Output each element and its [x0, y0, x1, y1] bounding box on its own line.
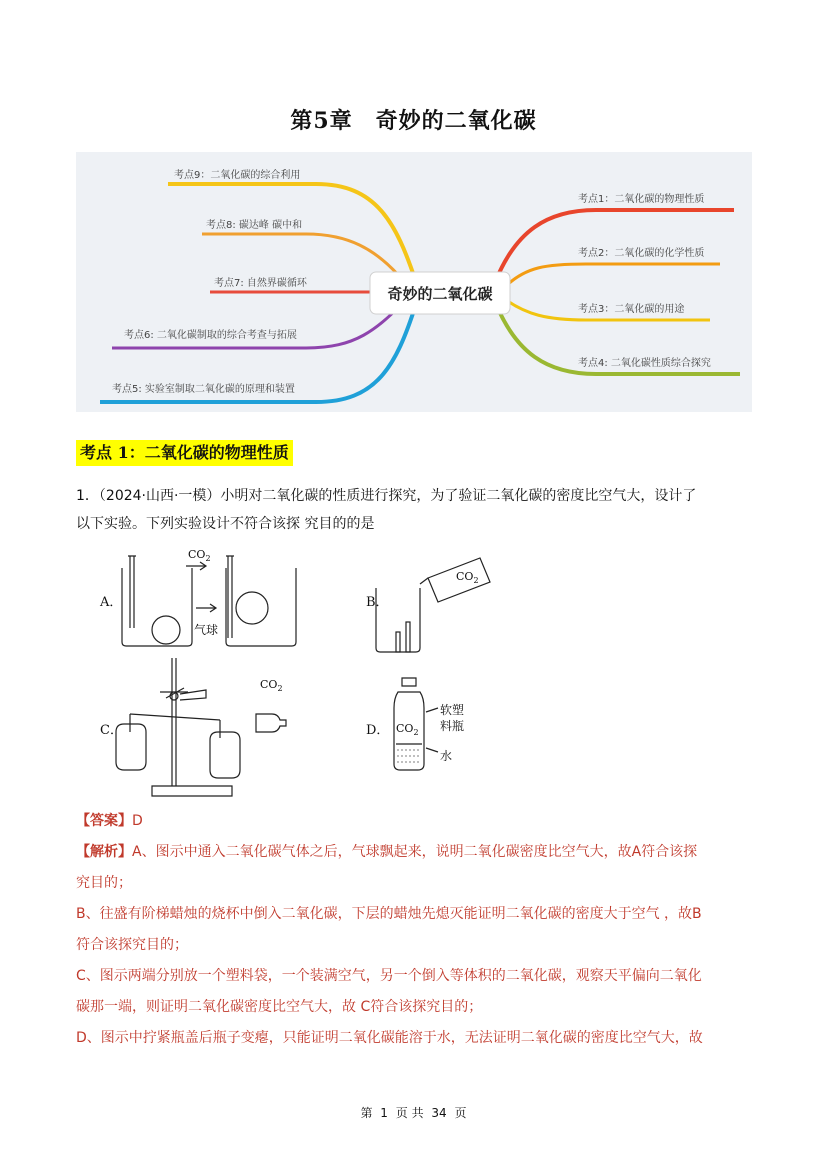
- question-line-1: 1．（2024·山西·一模）小明对二氧化碳的性质进行探究，为了验证二氧化碳的密度比空气大，设计了: [76, 488, 697, 504]
- analysis-text-1: A、图示中通入二氧化碳气体之后，气球飘起来，说明二氧化碳密度比空气大，故A符合该探: [132, 844, 698, 860]
- co2-sub-c: 2: [277, 684, 283, 693]
- mindmap-topic-9: 考点9：二氧化碳的综合利用: [174, 170, 301, 181]
- analysis-tag: 【解析】: [76, 844, 132, 860]
- experiment-figure: [76, 548, 556, 808]
- mindmap-topic-4: 考点4: 二氧化碳性质综合探究: [578, 358, 711, 369]
- page-footer: [0, 1104, 827, 1121]
- water-label: 水: [440, 749, 453, 763]
- analysis-line-6: 碳那一端，则证明二氧化碳密度比空气大，故 C符合该探究目的；: [76, 999, 483, 1015]
- balloon-label: 气球: [194, 623, 219, 637]
- figure-label-c: C．: [100, 723, 123, 738]
- answer-tag: 【答案】: [76, 813, 132, 829]
- co2-label-d: CO: [396, 722, 414, 735]
- answer-block: [76, 806, 756, 1054]
- analysis-line-2: 究目的；: [76, 875, 132, 891]
- co2-label-b: CO: [456, 570, 474, 583]
- co2-sub-a: 2: [205, 554, 211, 563]
- soft-bottle-label-1: 软塑: [440, 703, 465, 717]
- analysis-line-3: B、往盛有阶梯蜡烛的烧杯中倒入二氧化碳，下层的蜡烛先熄灭能证明二氧化碳的密度大于空气 ，故B: [76, 906, 702, 922]
- svg-text:CO2: [396, 722, 419, 737]
- figure-label-b: B．: [366, 595, 389, 610]
- svg-text:CO2: [456, 570, 479, 585]
- answer-value: D: [132, 813, 143, 829]
- question-text: [76, 482, 756, 538]
- mindmap: [76, 152, 752, 412]
- analysis-line-5: C、图示两端分别放一个塑料袋，一个装满空气，另一个倒入等体积的二氧化碳，观察天平偏向二氧化: [76, 968, 702, 984]
- figure-label-a: A．: [100, 595, 123, 610]
- footer-suffix: 页: [454, 1106, 467, 1120]
- section-header: 考点 1：二氧化碳的物理性质: [76, 440, 293, 466]
- figure-label-d: D．: [366, 723, 390, 738]
- analysis-line-1: [76, 837, 756, 868]
- question-line-2: 以下实验。下列实验设计不符合该探 究目的的是: [76, 516, 375, 532]
- footer-total: 34: [431, 1106, 447, 1120]
- page-title: 第5章 奇妙的二氧化碳: [290, 108, 537, 134]
- footer-page-number: 1: [380, 1106, 388, 1120]
- mindmap-topic-3: 考点3：二氧化碳的用途: [578, 304, 685, 315]
- svg-text:CO2: [260, 678, 283, 693]
- analysis-line-4: 符合该探究目的；: [76, 937, 188, 953]
- co2-sub-d: 2: [413, 728, 419, 737]
- analysis-line-7: D、图示中拧紧瓶盖后瓶子变瘪，只能证明二氧化碳能溶于水，无法证明二氧化碳的密度比空气大，故: [76, 1030, 703, 1046]
- mindmap-topic-5: 考点5: 实验室制取二氧化碳的原理和装置: [112, 384, 295, 395]
- co2-label-a: CO: [188, 548, 206, 561]
- mindmap-topic-7: 考点7: 自然界碳循环: [214, 278, 307, 289]
- mindmap-center: 奇妙的二氧化碳: [387, 285, 493, 303]
- mindmap-topic-8: 考点8: 碳达峰 碳中和: [206, 220, 303, 231]
- soft-bottle-label-2: 料瓶: [440, 719, 465, 733]
- mindmap-topic-1: 考点1：二氧化碳的物理性质: [578, 194, 705, 205]
- answer-line: [76, 806, 756, 837]
- footer-prefix: 第: [360, 1106, 373, 1120]
- co2-sub-b: 2: [473, 576, 479, 585]
- footer-middle: 页 共: [395, 1106, 424, 1120]
- mindmap-topic-2: 考点2：二氧化碳的化学性质: [578, 248, 705, 259]
- co2-label-c: CO: [260, 678, 278, 691]
- mindmap-topic-6: 考点6: 二氧化碳制取的综合考查与拓展: [124, 330, 297, 341]
- svg-text:CO2: [188, 548, 211, 563]
